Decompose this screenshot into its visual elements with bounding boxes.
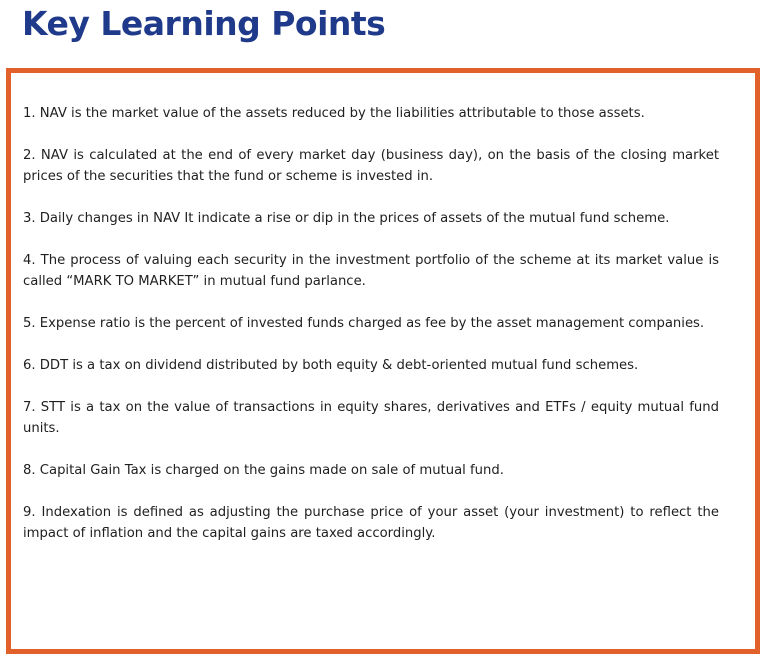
learning-points-list [23, 103, 719, 565]
learning-point-2: 2. NAV is calculated at the end of every market day (business day), on the basis of the closing market prices of the securities that the fund or scheme is invested in. [23, 148, 719, 184]
learning-point-7: 7. STT is a tax on the value of transactions in equity shares, derivatives and ETFs / equity mutual fund units. [23, 400, 719, 436]
learning-point-9: 9. Indexation is defined as adjusting the purchase price of your asset (your investment) to reflect the impact of inflation and the capital gains are taxed accordingly. [23, 505, 719, 541]
learning-point-4: 4. The process of valuing each security in the investment portfolio of the scheme at its market value is called “MARK TO MARKET” in mutual fund parlance. [23, 253, 719, 289]
learning-point-1: 1. NAV is the market value of the assets reduced by the liabilities attributable to those assets. [23, 106, 645, 121]
page-title: Key Learning Points [22, 4, 386, 43]
learning-point-8: 8. Capital Gain Tax is charged on the gains made on sale of mutual fund. [23, 463, 504, 478]
learning-point-6: 6. DDT is a tax on dividend distributed by both equity & debt-oriented mutual fund schemes. [23, 358, 639, 373]
learning-points-box [6, 68, 760, 654]
learning-point-5: 5. Expense ratio is the percent of invested funds charged as fee by the asset management companies. [23, 316, 705, 331]
learning-point-3: 3. Daily changes in NAV It indicate a rise or dip in the prices of assets of the mutual fund scheme. [23, 211, 670, 226]
